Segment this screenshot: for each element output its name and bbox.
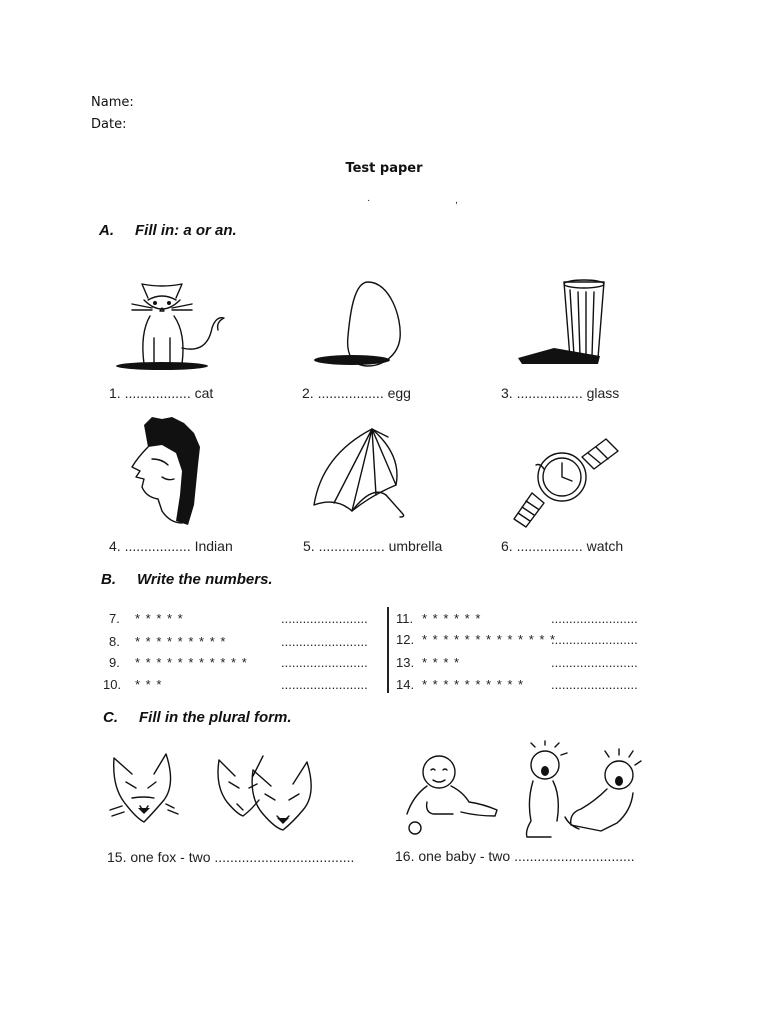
section-c-heading bbox=[103, 709, 292, 726]
name-label: Name: bbox=[91, 95, 134, 110]
item-word: egg bbox=[387, 385, 411, 401]
section-a-letter: A. bbox=[99, 222, 114, 239]
item-number: 1. bbox=[109, 385, 121, 401]
answer-blank[interactable]: ................. bbox=[318, 538, 385, 554]
row-number: 10. bbox=[103, 677, 122, 692]
scan-speck: · bbox=[367, 195, 371, 206]
section-c-title: Fill in the plural form. bbox=[139, 709, 292, 726]
number-row-9 bbox=[109, 655, 248, 670]
item-word: umbrella bbox=[388, 538, 443, 554]
glass-icon bbox=[514, 278, 609, 368]
number-row-7 bbox=[109, 611, 184, 626]
star-count: * * * * * * bbox=[422, 611, 482, 626]
item-number: 3. bbox=[501, 385, 513, 401]
item-number: 2. bbox=[302, 385, 314, 401]
star-count: * * * * * bbox=[135, 611, 184, 626]
date-label: Date: bbox=[91, 117, 127, 132]
number-row-11 bbox=[396, 611, 481, 626]
item-word: glass bbox=[586, 385, 620, 401]
star-count: * * * * * * * * * * * * * bbox=[422, 632, 557, 647]
star-count: * * * * * * * * * bbox=[135, 634, 227, 649]
row-number: 14. bbox=[396, 677, 415, 692]
row-number: 9. bbox=[109, 655, 120, 670]
item-15 bbox=[107, 849, 354, 865]
answer-blank[interactable]: ........................ bbox=[281, 634, 368, 649]
indian-headdress-icon bbox=[122, 415, 204, 527]
answer-blank[interactable]: ................. bbox=[317, 385, 384, 401]
section-c-letter: C. bbox=[103, 709, 118, 726]
fox-icon bbox=[108, 752, 184, 826]
answer-blank[interactable]: ................. bbox=[124, 538, 191, 554]
item-16 bbox=[395, 848, 635, 864]
number-row-8 bbox=[109, 634, 226, 649]
plural-prompt: 15. one fox - two bbox=[107, 849, 211, 865]
answer-blank[interactable]: ................. bbox=[516, 538, 583, 554]
answer-blank[interactable]: .................................... bbox=[214, 849, 355, 865]
answer-blank[interactable]: ........................ bbox=[551, 677, 638, 692]
item-number: 4. bbox=[109, 538, 121, 554]
two-babies-icon bbox=[521, 741, 649, 841]
item-2 bbox=[302, 385, 411, 401]
answer-blank[interactable]: ........................ bbox=[281, 677, 368, 692]
item-number: 5. bbox=[303, 538, 315, 554]
plural-prompt: 16. one baby - two bbox=[395, 848, 511, 864]
answer-blank[interactable]: ........................ bbox=[281, 611, 368, 626]
section-b-letter: B. bbox=[101, 571, 116, 588]
item-1 bbox=[109, 385, 213, 401]
item-number: 6. bbox=[501, 538, 513, 554]
item-5 bbox=[303, 538, 442, 554]
row-number: 11. bbox=[396, 611, 414, 626]
answer-blank[interactable]: ........................ bbox=[281, 655, 368, 670]
column-divider bbox=[387, 607, 389, 693]
item-word: Indian bbox=[194, 538, 233, 554]
item-word: cat bbox=[194, 385, 214, 401]
section-a-heading bbox=[99, 222, 237, 239]
section-a-title: Fill in: a or an. bbox=[135, 222, 237, 239]
answer-blank[interactable]: ........................ bbox=[551, 655, 638, 670]
item-6 bbox=[501, 538, 623, 554]
number-row-12 bbox=[396, 632, 556, 647]
number-row-13 bbox=[396, 655, 460, 670]
item-4 bbox=[109, 538, 233, 554]
star-count: * * * * * * * * * * * bbox=[135, 655, 248, 670]
scan-speck: , bbox=[455, 195, 458, 206]
egg-icon bbox=[310, 278, 410, 370]
answer-blank[interactable]: ........................ bbox=[551, 632, 638, 647]
answer-blank[interactable]: ................. bbox=[516, 385, 583, 401]
row-number: 8. bbox=[109, 634, 120, 649]
section-b-heading bbox=[101, 571, 273, 588]
cat-icon bbox=[112, 278, 232, 373]
row-number: 12. bbox=[396, 632, 415, 647]
watch-icon bbox=[510, 433, 622, 528]
answer-blank[interactable]: ............................... bbox=[514, 848, 635, 864]
answer-blank[interactable]: ................. bbox=[124, 385, 191, 401]
star-count: * * * * bbox=[422, 655, 461, 670]
section-b-title: Write the numbers. bbox=[137, 571, 273, 588]
baby-icon bbox=[403, 752, 503, 838]
item-3 bbox=[501, 385, 619, 401]
number-row-14 bbox=[396, 677, 524, 692]
two-foxes-icon bbox=[213, 754, 315, 832]
page-title: Test paper bbox=[345, 161, 423, 176]
answer-blank[interactable]: ........................ bbox=[551, 611, 638, 626]
star-count: * * * * * * * * * * bbox=[422, 677, 525, 692]
star-count: * * * bbox=[135, 677, 163, 692]
number-row-10 bbox=[103, 677, 162, 692]
row-number: 13. bbox=[396, 655, 415, 670]
umbrella-icon bbox=[312, 425, 412, 517]
item-word: watch bbox=[586, 538, 624, 554]
row-number: 7. bbox=[109, 611, 120, 626]
